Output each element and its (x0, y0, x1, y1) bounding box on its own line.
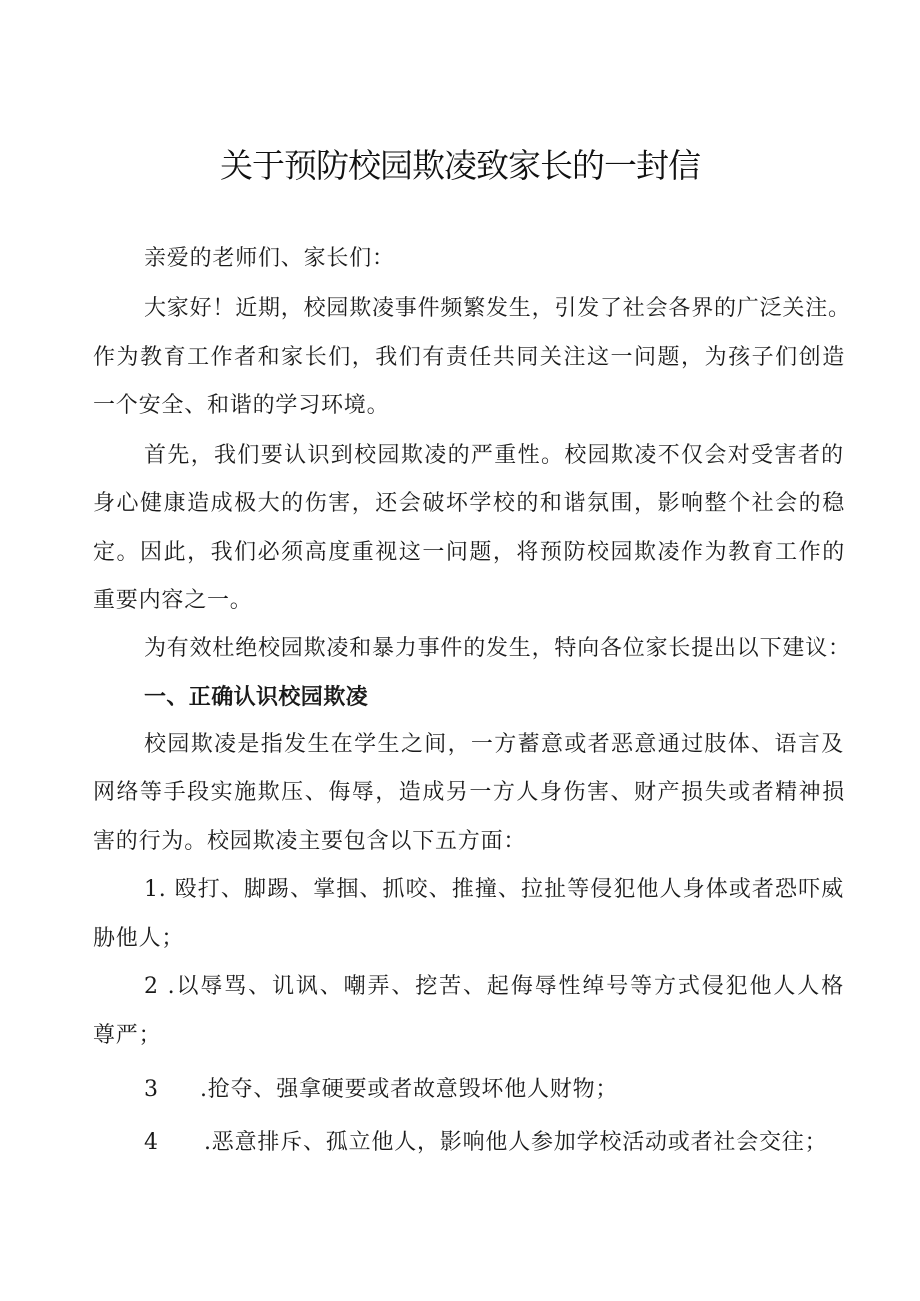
list-item-3 (144, 1075, 844, 1105)
document-title: 关于预防校园欺凌致家长的一封信 (220, 146, 700, 185)
list-item-4 (144, 1128, 844, 1158)
section-1-heading: 一、正确认识校园欺凌 (144, 685, 369, 710)
list-item-3-number: 3 (144, 1077, 159, 1102)
paragraph-1-line-1: 大家好！近期，校园欺凌事件频繁发生，引发了社会各界的广泛关注。 (144, 296, 851, 321)
list-item-3-text: .抢夺、强拿硬要或者故意毁坏他人财物； (200, 1077, 619, 1102)
list-item-2-line-1: 2 .以辱骂、讥讽、嘲弄、挖苦、起侮辱性绰号等方式侵犯他人人格 (144, 974, 844, 999)
list-item-2-line-2: 尊严； (93, 1023, 162, 1048)
paragraph-1-line-3: 一个安全、和谐的学习环境。 (93, 393, 390, 418)
paragraph-4-line-1: 校园欺凌是指发生在学生之间，一方蓄意或者恶意通过肢体、语言及 (144, 732, 844, 757)
list-item-4-text: .恶意排斥、孤立他人，影响他人参加学校活动或者社会交往； (204, 1130, 828, 1155)
paragraph-2-line-1: 首先，我们要认识到校园欺凌的严重性。校园欺凌不仅会对受害者的 (144, 443, 844, 468)
list-item-1-line-1: 1. 殴打、脚踢、掌掴、抓咬、推撞、拉扯等侵犯他人身体或者恐吓威 (144, 877, 844, 902)
list-item-1-line-2: 胁他人； (93, 926, 185, 951)
paragraph-3: 为有效杜绝校园欺凌和暴力事件的发生，特向各位家长提出以下建议： (144, 636, 851, 661)
paragraph-2-line-2: 身心健康造成极大的伤害，还会破坏学校的和谐氛围，影响整个社会的稳 (93, 491, 845, 516)
paragraph-2-line-3: 定。因此，我们必须高度重视这一问题，将预防校园欺凌作为教育工作的 (93, 540, 845, 565)
list-item-4-number: 4 (144, 1130, 159, 1155)
greeting: 亲爱的老师们、家长们： (144, 246, 395, 271)
paragraph-2-line-4: 重要内容之一。 (93, 588, 253, 613)
paragraph-4-line-3: 害的行为。校园欺凌主要包含以下五方面： (93, 829, 527, 854)
paragraph-4-line-2: 网络等手段实施欺压、侮辱，造成另一方人身伤害、财产损失或者精神损 (93, 780, 845, 805)
paragraph-1-line-2: 作为教育工作者和家长们，我们有责任共同关注这一问题，为孩子们创造 (93, 345, 845, 370)
